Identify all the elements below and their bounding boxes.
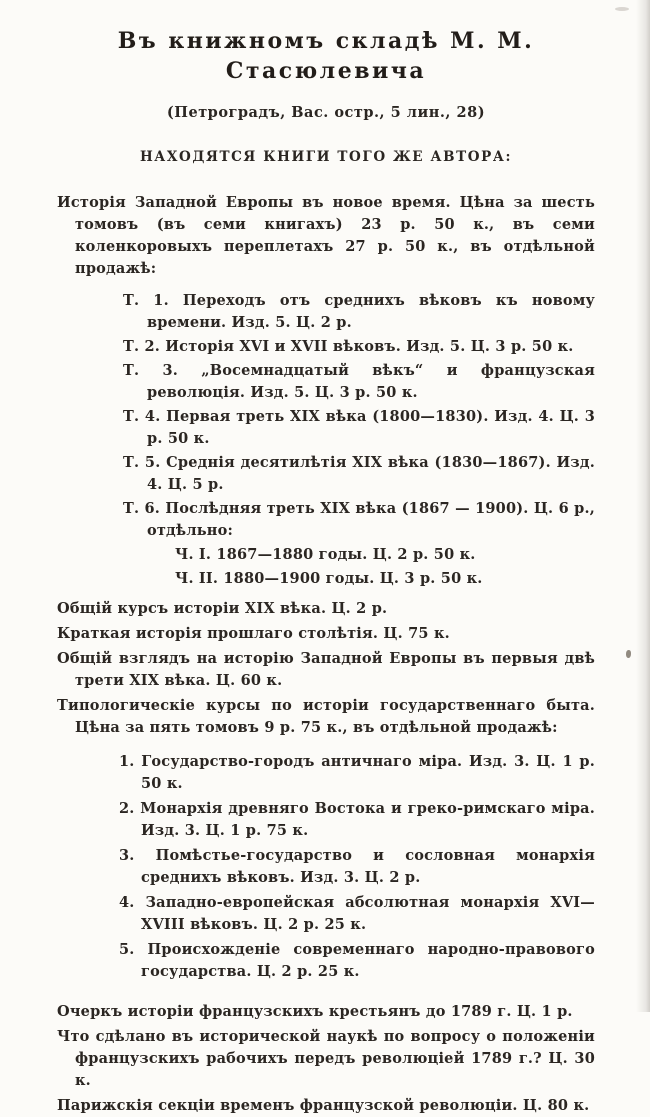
volume-item: Т. 3. „Восемнадцатый вѣкъ“ и французская революція. Изд. 5. Ц. 3 р. 50 к. (123, 362, 595, 401)
numbered-item: 3. Помѣстье-государство и сословная монархія среднихъ вѣковъ. Изд. 3. Ц. 2 р. (119, 847, 595, 886)
typological-intro: Типологическіе курсы по исторіи государственнаго быта. Цѣна за пять томовъ 9 р. 75 к., въ отдѣльной продажѣ: (57, 697, 595, 736)
final-books-list (57, 1001, 595, 1117)
part-item: Ч. I. 1867—1880 годы. Ц. 2 р. 50 к. (175, 546, 476, 563)
typological-list (57, 751, 595, 983)
numbered-item: 5. Происхожденіе современнаго народно-правового государства. Ц. 2 р. 25 к. (119, 941, 595, 980)
book-item: Очеркъ исторіи французскихъ крестьянъ до 1789 г. Ц. 1 р. (57, 1003, 573, 1020)
numbered-item: 1. Государство-городъ античнаго міра. Изд. 3. Ц. 1 р. 50 к. (119, 753, 595, 792)
book-item: Общій курсъ исторіи XIX вѣка. Ц. 2 р. (57, 600, 388, 617)
scan-speck (626, 650, 631, 658)
numbered-item: 4. Западно-европейская абсолютная монархія XVI—XVIII вѣковъ. Ц. 2 р. 25 к. (119, 894, 595, 933)
volume-list (57, 290, 595, 590)
volume-item: Т. 6. Послѣдняя треть XIX вѣка (1867 — 1900). Ц. 6 р., отдѣльно: (123, 500, 595, 539)
book-item: Краткая исторія прошлаго столѣтія. Ц. 75 к. (57, 625, 450, 642)
volume-item: Т. 4. Первая треть XIX вѣка (1800—1830). Изд. 4. Ц. 3 р. 50 к. (123, 408, 595, 447)
book-item: Что сдѣлано въ исторической наукѣ по вопросу о положеніи французскихъ рабочихъ передъ революціей 1789 г.? Ц. 30 к. (57, 1028, 595, 1089)
volume-item: Т. 1. Переходъ отъ среднихъ вѣковъ къ новому времени. Изд. 5. Ц. 2 р. (123, 292, 595, 331)
part-item: Ч. II. 1880—1900 годы. Ц. 3 р. 50 к. (175, 570, 483, 587)
book-item: Общій взглядъ на исторію Западной Европы въ первыя двѣ трети XIX вѣка. Ц. 60 к. (57, 650, 595, 689)
section-heading: НАХОДЯТСЯ КНИГИ ТОГО ЖЕ АВТОРА: (139, 149, 513, 165)
numbered-item: 2. Монархія древняго Востока и греко-римскаго міра. Изд. 3. Ц. 1 р. 75 к. (119, 800, 595, 839)
volume-item: Т. 2. Исторія XVI и XVII вѣковъ. Изд. 5. Ц. 3 р. 50 к. (123, 338, 574, 355)
volume-item: Т. 5. Среднія десятилѣтія XIX вѣка (1830—1867). Изд. 4. Ц. 5 р. (123, 454, 595, 493)
page-title: Въ книжномъ складѣ М. М. Стасюлевича (117, 28, 535, 84)
series-intro: Исторія Западной Европы въ новое время. Цѣна за шесть томовъ (въ семи книгахъ) 23 р. 50 к., въ семи коленкоровыхъ переплетахъ 27 р. 50 к., въ отдѣльной продажѣ: (57, 194, 595, 277)
book-item: Парижскія секціи временъ французской революціи. Ц. 80 к. (57, 1097, 590, 1114)
publisher-address: (Петроградъ, Вас. остр., 5 лин., 28) (166, 104, 486, 121)
scan-speck (615, 7, 629, 11)
single-books-list (57, 598, 595, 739)
